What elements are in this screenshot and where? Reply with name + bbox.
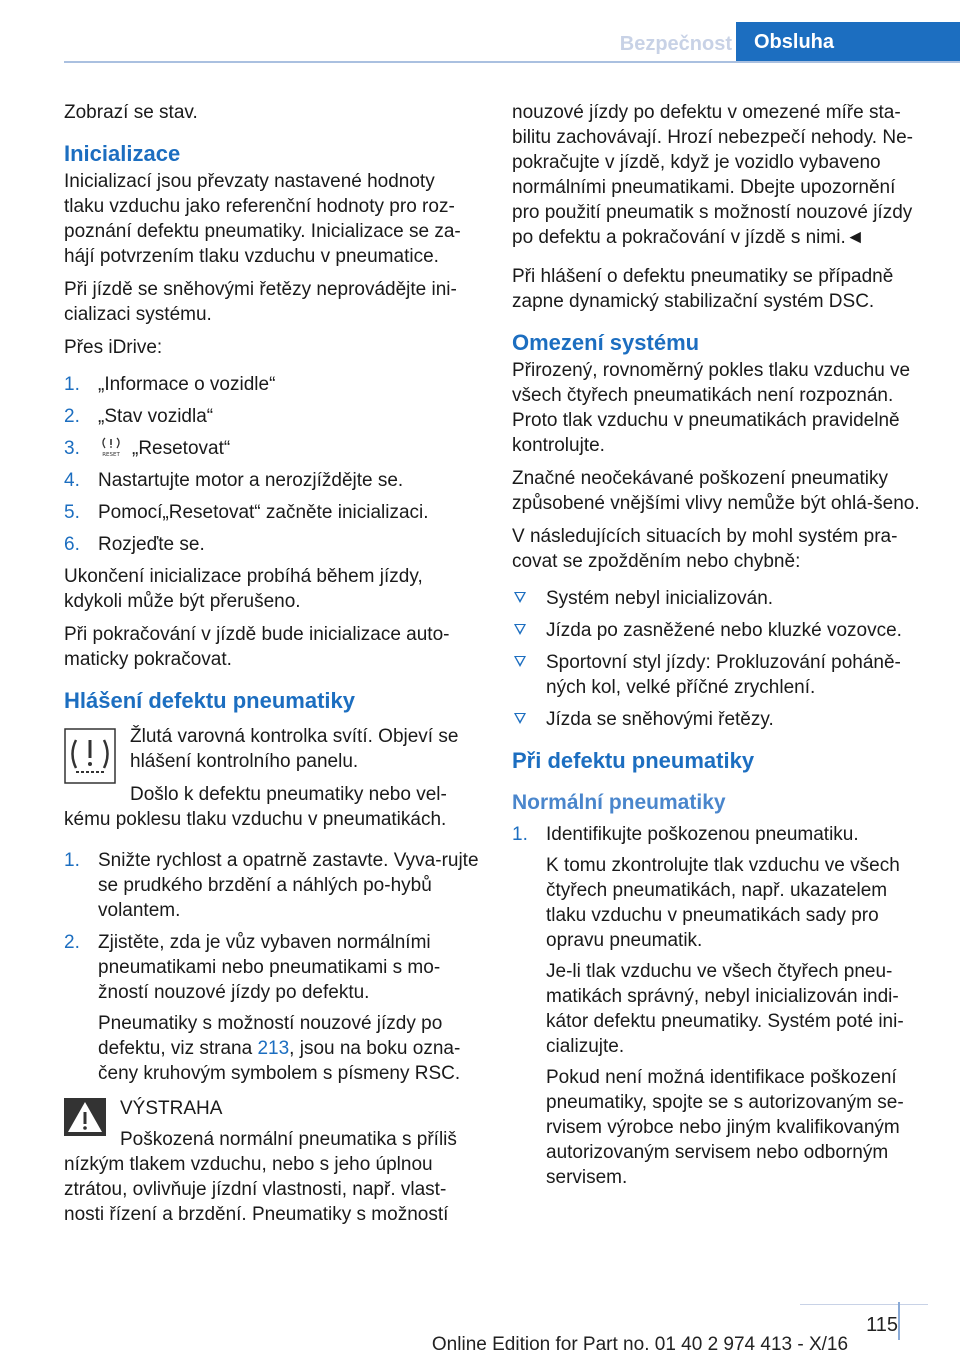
heading-omezeni: Omezení systému: [512, 330, 700, 355]
list-item: [512, 618, 928, 643]
step-number: 1.: [512, 824, 528, 845]
page-number: 115: [866, 1314, 898, 1336]
step-number: 2.: [64, 406, 80, 427]
bullet-triangle-icon: [514, 656, 526, 667]
list-item: [64, 404, 480, 429]
step-number: 1.: [64, 850, 80, 871]
step-number: 1.: [64, 374, 80, 395]
init-paragraph-2: Při jízdě se sněhovými řetězy neprovádějte ini‐cializaci systému.: [64, 279, 457, 325]
idrive-label: Přes iDrive:: [64, 337, 163, 358]
bullet-text: Systém nebyl inicializován.: [546, 588, 774, 609]
list-item: [64, 468, 480, 493]
init-steps: [64, 372, 480, 557]
list-item: [64, 372, 480, 397]
step-text: Zjistěte, zda je vůz vybaven normálními pneumatikami nebo pneumatikami s mo‐žností nouzové jízdy po defektu.: [98, 932, 441, 1003]
bullet-text: Jízda se sněhovými řetězy.: [546, 709, 774, 730]
bullet-text: Sportovní styl jízdy: Prokluzování poháně‐ných kol, velké příčné zrychlení.: [546, 652, 901, 698]
defect-warning-block: [64, 724, 480, 832]
step-text: Identifikujte poškozenou pneumatiku.: [546, 824, 859, 845]
normal-tire-steps: [512, 822, 928, 1190]
rsc-note-text-b: , jsou na boku ozna‐čeny kruhovým symbolem s písmeny RSC.: [98, 1038, 461, 1084]
svg-text:RESET: RESET: [102, 452, 120, 458]
warning-block: [64, 1096, 480, 1227]
step-text: „Resetovat“: [132, 438, 231, 459]
heading-normalni-pneumatiky: Normální pneumatiky: [512, 791, 726, 814]
tab-bezpecnost[interactable]: Bezpečnost: [619, 33, 732, 55]
tab-obsluha[interactable]: Obsluha: [736, 22, 960, 62]
init-end-paragraph-1: Ukončení inicializace probíhá během jízdy, kdykoli může být přerušeno.: [64, 566, 423, 612]
heading-inicializace: Inicializace: [64, 141, 181, 166]
step-text: „Informace o vozidle“: [98, 374, 276, 395]
reset-icon: [98, 436, 124, 458]
list-item: [512, 586, 928, 611]
list-item: [64, 532, 480, 557]
footer-divider: [800, 1304, 928, 1305]
situations-list: [512, 586, 928, 732]
init-paragraph-1: Inicializací jsou převzaty nastavené hodnoty tlaku vzduchu jako referenční hodnoty pro roz‐poznání defektu pneumatiky. Inicializace se za‐hájí potvrzením tlaku vzduchu v pneumatice.: [64, 171, 461, 267]
heading-hlaseni-defektu: Hlášení defektu pneumatiky: [64, 688, 355, 713]
rsc-note-text-a: Pneumatiky s možností nouzové jízdy po defektu, viz strana: [98, 1013, 443, 1059]
list-item: [64, 500, 480, 525]
step-number: 5.: [64, 502, 80, 523]
step-text: Snižte rychlost a opatrně zastavte. Vyva‐rujte se prudkého brzdění a náhlých po‐hybů volantem.: [98, 850, 479, 921]
step-detail-2: Je-li tlak vzduchu ve všech čtyřech pneu‐matikách správný, nebyl inicializován indi‐kátor defektu pneumatiky. Systém poté ini‐cializujte.: [546, 961, 904, 1057]
limits-paragraph-3: V následujících situacích by mohl systém pra‐covat se zpožděním nebo chybně:: [512, 526, 898, 572]
right-column: [512, 100, 928, 1197]
bullet-triangle-icon: [514, 713, 526, 724]
defect-text: Došlo k defektu pneumatiky nebo vel‐kému poklesu tlaku vzduchu v pneumatikách.: [64, 784, 447, 830]
list-item: [512, 822, 928, 1190]
bullet-triangle-icon: [514, 624, 526, 635]
heading-pri-defektu: Při defektu pneumatiky: [512, 748, 755, 773]
warning-text: Poškozená normální pneumatika s příliš nízkým tlakem vzduchu, nebo s jeho úplnou ztrátou, ovlivňuje jízdní vlastnosti, např. vlast‐nosti řízení a brzdění. Pneumatiky s možností: [64, 1129, 457, 1225]
limits-paragraph-1: Přirozený, rovnoměrný pokles tlaku vzduchu ve všech čtyřech pneumatikách není rozpoznán. Proto tlak vzduchu v pneumatikách pravidelně kontrolujte.: [512, 360, 911, 456]
left-column: [64, 100, 480, 1235]
step-number: 4.: [64, 470, 80, 491]
bullet-text: Jízda po zasněžené nebo kluzké vozovce.: [546, 620, 902, 641]
step-detail-1: K tomu zkontrolujte tlak vzduchu ve všech čtyřech pneumatikách, např. ukazatelem tlaku vzduchu v pneumatikách sady pro opravu pneumatik.: [546, 855, 900, 951]
header-divider: [64, 61, 960, 63]
rsc-note: [98, 1011, 480, 1086]
step-number: 3.: [64, 438, 80, 459]
step-text: Rozjeďte se.: [98, 534, 205, 555]
yellow-light-text: Žlutá varovná kontrolka svítí. Objeví se hlášení kontrolního panelu.: [130, 726, 459, 772]
dsc-paragraph: Při hlášení o defektu pneumatiky se případně zapne dynamický stabilizační systém DSC.: [512, 266, 894, 312]
step-text: Pomocí„Resetovat“ začněte inicializaci.: [98, 502, 429, 523]
list-item: [512, 707, 928, 732]
page-link[interactable]: 213: [257, 1038, 290, 1059]
step-text: Nastartujte motor a nerozjíždějte se.: [98, 470, 404, 491]
warning-continuation: nouzové jízdy po defektu v omezené míře sta‐bilitu zachovávají. Hrozí nebezpečí nehody. Ne‐pokračujte v jízdě, když je vozidlo vybaveno normálními pneumatikami. Dbejte upozornění pro použití pneumatik s možností nouzové jízdy po defektu a pokračování v jízdě s nimi.◄: [512, 102, 913, 248]
step-number: 6.: [64, 534, 80, 555]
step-text: „Stav vozidla“: [98, 406, 214, 427]
bullet-triangle-icon: [514, 592, 526, 603]
warning-triangle-icon: [64, 1098, 106, 1136]
init-end-paragraph-2: Při pokračování v jízdě bude inicializace auto‐maticky pokračovat.: [64, 624, 450, 670]
list-item: [64, 930, 480, 1086]
limits-paragraph-2: Značné neočekávané poškození pneumatiky způsobené vnějšími vlivy nemůže být ohlá‐šeno.: [512, 468, 920, 514]
list-item: [64, 436, 480, 461]
status-text: Zobrazí se stav.: [64, 102, 198, 123]
list-item: [64, 848, 480, 923]
step-detail-3: Pokud není možná identifikace poškození pneumatiky, spojte se s autorizovaným se‐rvisem výrobce nebo jiným kvalifikovaným autorizovaným servisem nebo odborným servisem.: [546, 1067, 904, 1188]
list-item: [512, 650, 928, 700]
edition-footer: Online Edition for Part no. 01 40 2 974 413 - X/16: [431, 1334, 849, 1355]
tire-pressure-warning-icon: [64, 728, 116, 784]
defect-steps: [64, 848, 480, 1086]
step-number: 2.: [64, 932, 80, 953]
warning-title: VÝSTRAHA: [120, 1098, 223, 1119]
